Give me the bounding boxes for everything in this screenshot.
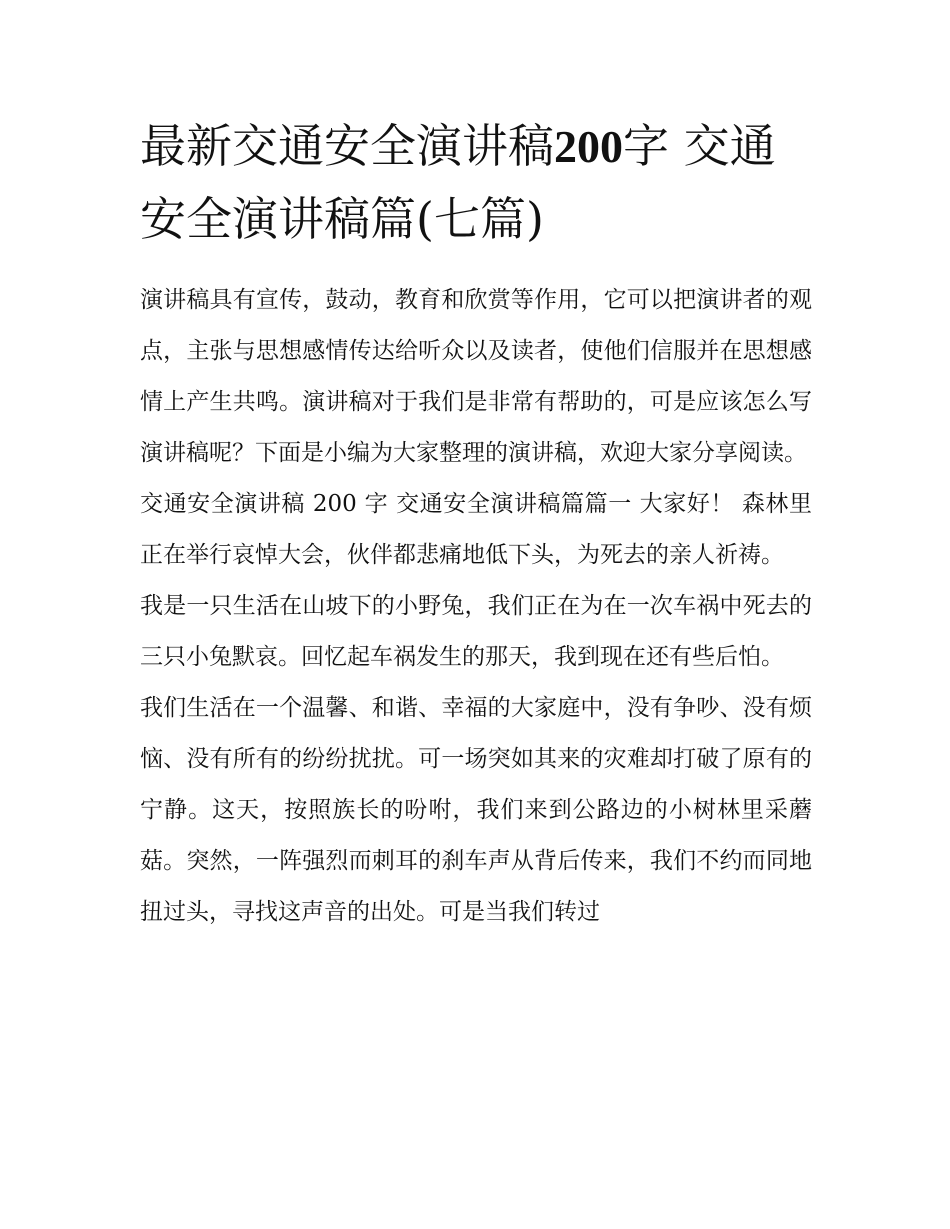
- document-title: [140, 110, 820, 255]
- paragraph-intro: 演讲稿具有宣传，鼓动，教育和欣赏等作用，它可以把演讲者的观点，主张与思想感情传达给听众以及读者，使他们信服并在思想感情上产生共鸣。演讲稿对于我们是非常有帮助的，可是应该怎么写演讲稿呢？下面是小编为大家整理的演讲稿，欢迎大家分享阅读。: [140, 287, 812, 466]
- paragraph-rabbit: 我是一只生活在山坡下的小野兔，我们正在为在一次车祸中死去的三只小兔默哀。回忆起车祸发生的那天，我到现在还有些后怕。: [140, 593, 812, 670]
- title-text-part1: 最新交通安全演讲稿: [140, 119, 554, 173]
- paragraph-family: 我们生活在一个温馨、和谐、幸福的大家庭中，没有争吵、没有烦恼、没有所有的纷纷扰扰。可一场突如其来的灾难却打破了原有的宁静。这天，按照族长的吩咐，我们来到公路边的小树林里采蘑菇。突然，一阵强烈而刺耳的刹车声从背后传来，我们不约而同地扭过头，寻找这声音的出处。可是当我们转过: [140, 695, 812, 925]
- document-body: [140, 275, 812, 938]
- paragraph-speech-opening: 交通安全演讲稿 200 字 交通安全演讲稿篇篇一 大家好！ 森林里正在举行哀悼大会，伙伴都悲痛地低下头，为死去的亲人祈祷。: [140, 491, 812, 568]
- title-text-part2: 字 交通安全演讲稿篇(七篇): [140, 119, 776, 246]
- title-number: 200: [554, 121, 623, 172]
